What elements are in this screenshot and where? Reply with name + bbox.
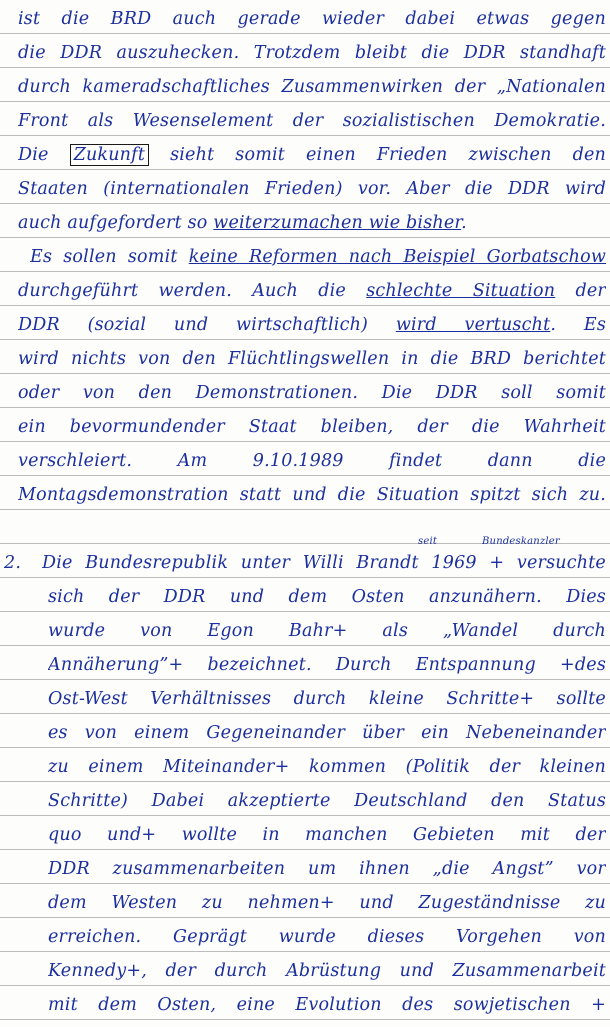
text-line: DDR zusammenarbeiten um ihnen „die Angst” vor: [48, 859, 606, 879]
text-line: durch kameradschaftliches Zusammenwirken der „Nationalen: [18, 77, 606, 97]
text-line: quo und+ wollte in manchen Gebieten mit der: [48, 825, 606, 845]
list-number: 2.: [4, 553, 22, 573]
text-line: Kennedy+, der durch Abrüstung und Zusammenarbeit: [48, 961, 606, 981]
text-line: sich der DDR und dem Osten anzunähern. Dies: [48, 587, 606, 607]
text-fragment: Es sollen somit: [30, 247, 178, 267]
text-line: erreichen. Geprägt wurde dieses Vorgehen von: [48, 927, 606, 947]
text-line: verschleiert. Am 9.10.1989 findet dann die: [18, 451, 606, 471]
text-fragment: auch aufgefordert so: [18, 213, 208, 233]
text-line: Front als Wesenselement der sozialistischen Demokratie.: [18, 111, 606, 131]
text-fragment: .: [461, 213, 467, 233]
text-line: ein bevormundender Staat bleiben, der die Wahrheit: [18, 417, 606, 437]
text-fragment: DDR (sozial und wirtschaftlich): [18, 315, 369, 335]
text-line: [18, 138, 606, 172]
text-fragment: . Es: [550, 315, 606, 335]
underlined-phrase: schlechte Situation: [366, 281, 556, 301]
text-line: wurde von Egon Bahr+ als „Wandel durch: [48, 621, 606, 641]
text-line: Die Bundesrepublik unter Willi Brandt 1969 + versuchte: [42, 553, 606, 573]
text-line: [18, 308, 606, 342]
text-line: Annäherung”+ bezeichnet. Durch Entspannung +des: [48, 655, 606, 675]
text-line: zu einem Miteinander+ kommen (Politik der kleinen: [48, 757, 606, 777]
boxed-word: Zukunft: [70, 144, 150, 166]
margin-annotation: Bundeskanzler: [482, 536, 560, 547]
text-line: [18, 206, 606, 240]
text-fragment: sieht somit einen Frieden zwischen den: [170, 145, 606, 165]
text-line: dem Westen zu nehmen+ und Zugeständnisse zu: [48, 893, 606, 913]
text-line: Staaten (internationalen Frieden) vor. Aber die DDR wird: [18, 179, 606, 199]
underlined-phrase: keine Reformen nach Beispiel Gorbatschow: [188, 247, 606, 267]
text-line: Ost-West Verhältnisses durch kleine Schritte+ sollte: [48, 689, 606, 709]
text-fragment: Die: [18, 145, 49, 165]
underlined-phrase: wird vertuscht: [395, 315, 551, 335]
text-line: [30, 240, 606, 274]
text-line: wird nichts von den Flüchtlingswellen in die BRD berichtet: [18, 349, 606, 369]
text-fragment: durchgeführt werden. Auch die: [18, 281, 346, 301]
text-line: oder von den Demonstrationen. Die DDR soll somit: [18, 383, 606, 403]
text-line: ist die BRD auch gerade wieder dabei etwas gegen: [18, 9, 606, 29]
text-line: Schritte) Dabei akzeptierte Deutschland den Status: [48, 791, 606, 811]
text-fragment: der: [575, 281, 606, 301]
text-line: es von einem Gegeneinander über ein Nebeneinander: [48, 723, 606, 743]
text-line: die DDR auszuhecken. Trotzdem bleibt die DDR standhaft: [18, 43, 606, 63]
underlined-phrase: weiterzumachen wie bisher: [213, 213, 462, 233]
text-line: mit dem Osten, eine Evolution des sowjetischen +: [48, 995, 606, 1015]
text-line: Montagsdemonstration statt und die Situation spitzt sich zu.: [18, 485, 606, 505]
text-line: [18, 274, 606, 308]
margin-annotation: seit: [418, 536, 438, 547]
